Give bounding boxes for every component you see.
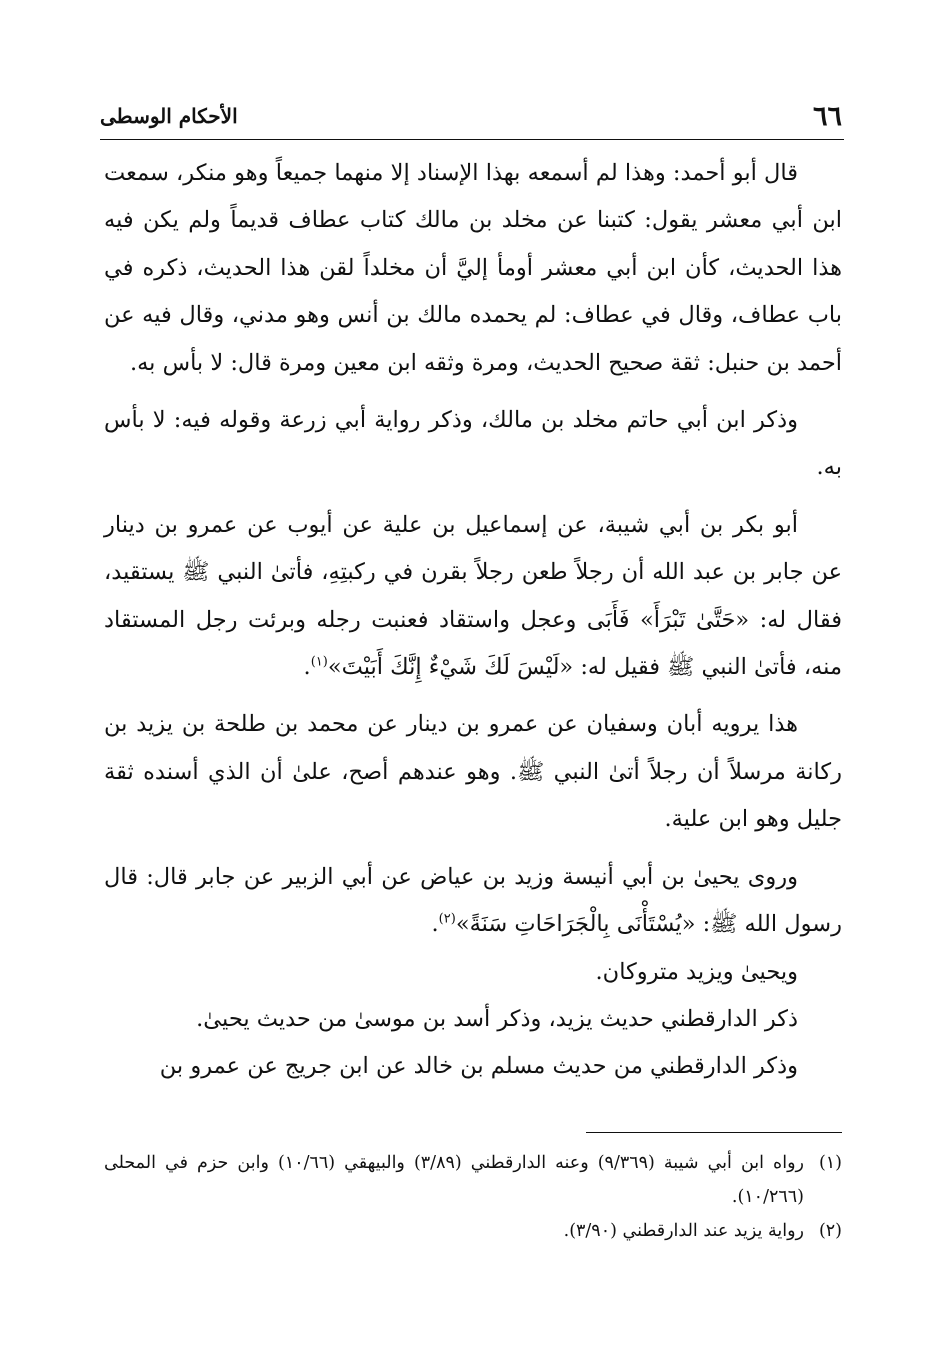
footnote-text: رواه ابن أبي شيبة (٩/٣٦٩) وعنه الدارقطني (٣/٨٩) والبيهقي (١٠/٦٦) وابن حزم في المحلى (١٠/٢٦٦). <box>104 1153 804 1207</box>
hadith-quote-1: «حَتَّىٰ تَبْرَأَ» <box>639 606 750 633</box>
footnote-ref-2: (٢) <box>438 911 456 927</box>
paragraph-2: وذكر ابن أبي حاتم مخلد بن مالك، وذكر رواية أبي زرعة وقوله فيه: لا بأس به. <box>104 407 842 481</box>
paragraph-8: وذكر الدارقطني من حديث مسلم بن خالد عن ابن جريج عن عمرو بن <box>159 1053 798 1080</box>
paragraph-5-end: . <box>431 911 439 938</box>
footnote-ref-1: (١) <box>310 654 328 670</box>
hadith-quote-3: «يُسْتَأْنَى بِالْجَرَاحَاتِ سَنَةً» <box>455 911 696 938</box>
paragraph-5 <box>104 854 842 949</box>
paragraph-3-text-b: فَأَبَى وعجل واستقاد فعنبت رجله وبرئت رجل المستقاد منه، فأتىٰ النبي ﷺ فقيل له: <box>104 606 842 681</box>
paragraph-3 <box>104 502 842 692</box>
hadith-quote-2: «لَيْسَ لَكَ شَيْءٌ إِنَّكَ أَبَيْتَ» <box>327 654 574 681</box>
footnote-2 <box>104 1214 842 1248</box>
footnote-marker: (٢) <box>818 1221 842 1241</box>
body-text <box>104 150 842 1091</box>
paragraph-5-text: وروى يحيىٰ بن أبي أنيسة وزيد بن عياض عن أبي الزبير عن جابر قال: قال رسول الله ﷺ: <box>104 863 842 938</box>
footnote-marker: (١) <box>818 1153 842 1173</box>
header-rule <box>100 139 844 140</box>
page-number: ٦٦ <box>812 100 842 132</box>
paragraph-4: هذا يرويه أبان وسفيان عن عمرو بن دينار عن محمد بن طلحة بن يزيد بن ركانة مرسلاً أن رجلاً أتىٰ النبي ﷺ. وهو عندهم أصح، علىٰ أن الذي أسنده ثقة جليل وهو ابن علية. <box>104 711 842 833</box>
paragraph-1: قال أبو أحمد: وهذا لم أسمعه بهذا الإسناد إلا منهما جميعاً وهو منكر، سمعت ابن أبي معشر يقول: كتبنا عن مخلد بن مالك كتاب عطاف قديماً ولم يكن فيه هذا الحديث، كأن ابن أبي معشر أومأ إليَّ أن مخلداً لقن هذا الحديث، ذكره في باب عطاف، وقال في عطاف: لم يحمده مالك بن أنس وهو مدني، وقال فيه عن أحمد بن حنبل: ثقة صحيح الحديث، ومرة وثقه ابن معين ومرة قال: لا بأس به. <box>104 160 842 376</box>
footnote-1 <box>104 1146 842 1214</box>
footnote-rule <box>586 1132 842 1133</box>
running-title: الأحكام الوسطى <box>100 104 238 128</box>
page-header <box>100 96 842 136</box>
paragraph-7: ذكر الدارقطني حديث يزيد، وذكر أسد بن موسىٰ من حديث يحيىٰ. <box>196 1005 798 1032</box>
paragraph-3-end: . <box>303 654 311 681</box>
paragraph-6: ويحيىٰ ويزيد متروكان. <box>595 958 798 985</box>
footnotes <box>104 1146 842 1248</box>
paragraph-3-text-a: أبو بكر بن أبي شيبة، عن إسماعيل بن علية عن أيوب عن عمرو بن دينار عن جابر بن عبد الله أن رجلاً طعن رجلاً بقرن في ركبتِهِ، فأتىٰ النبي ﷺ يستقيد، فقال له: <box>104 511 842 633</box>
footnote-text: رواية يزيد عند الدارقطني (٣/٩٠). <box>563 1221 804 1241</box>
